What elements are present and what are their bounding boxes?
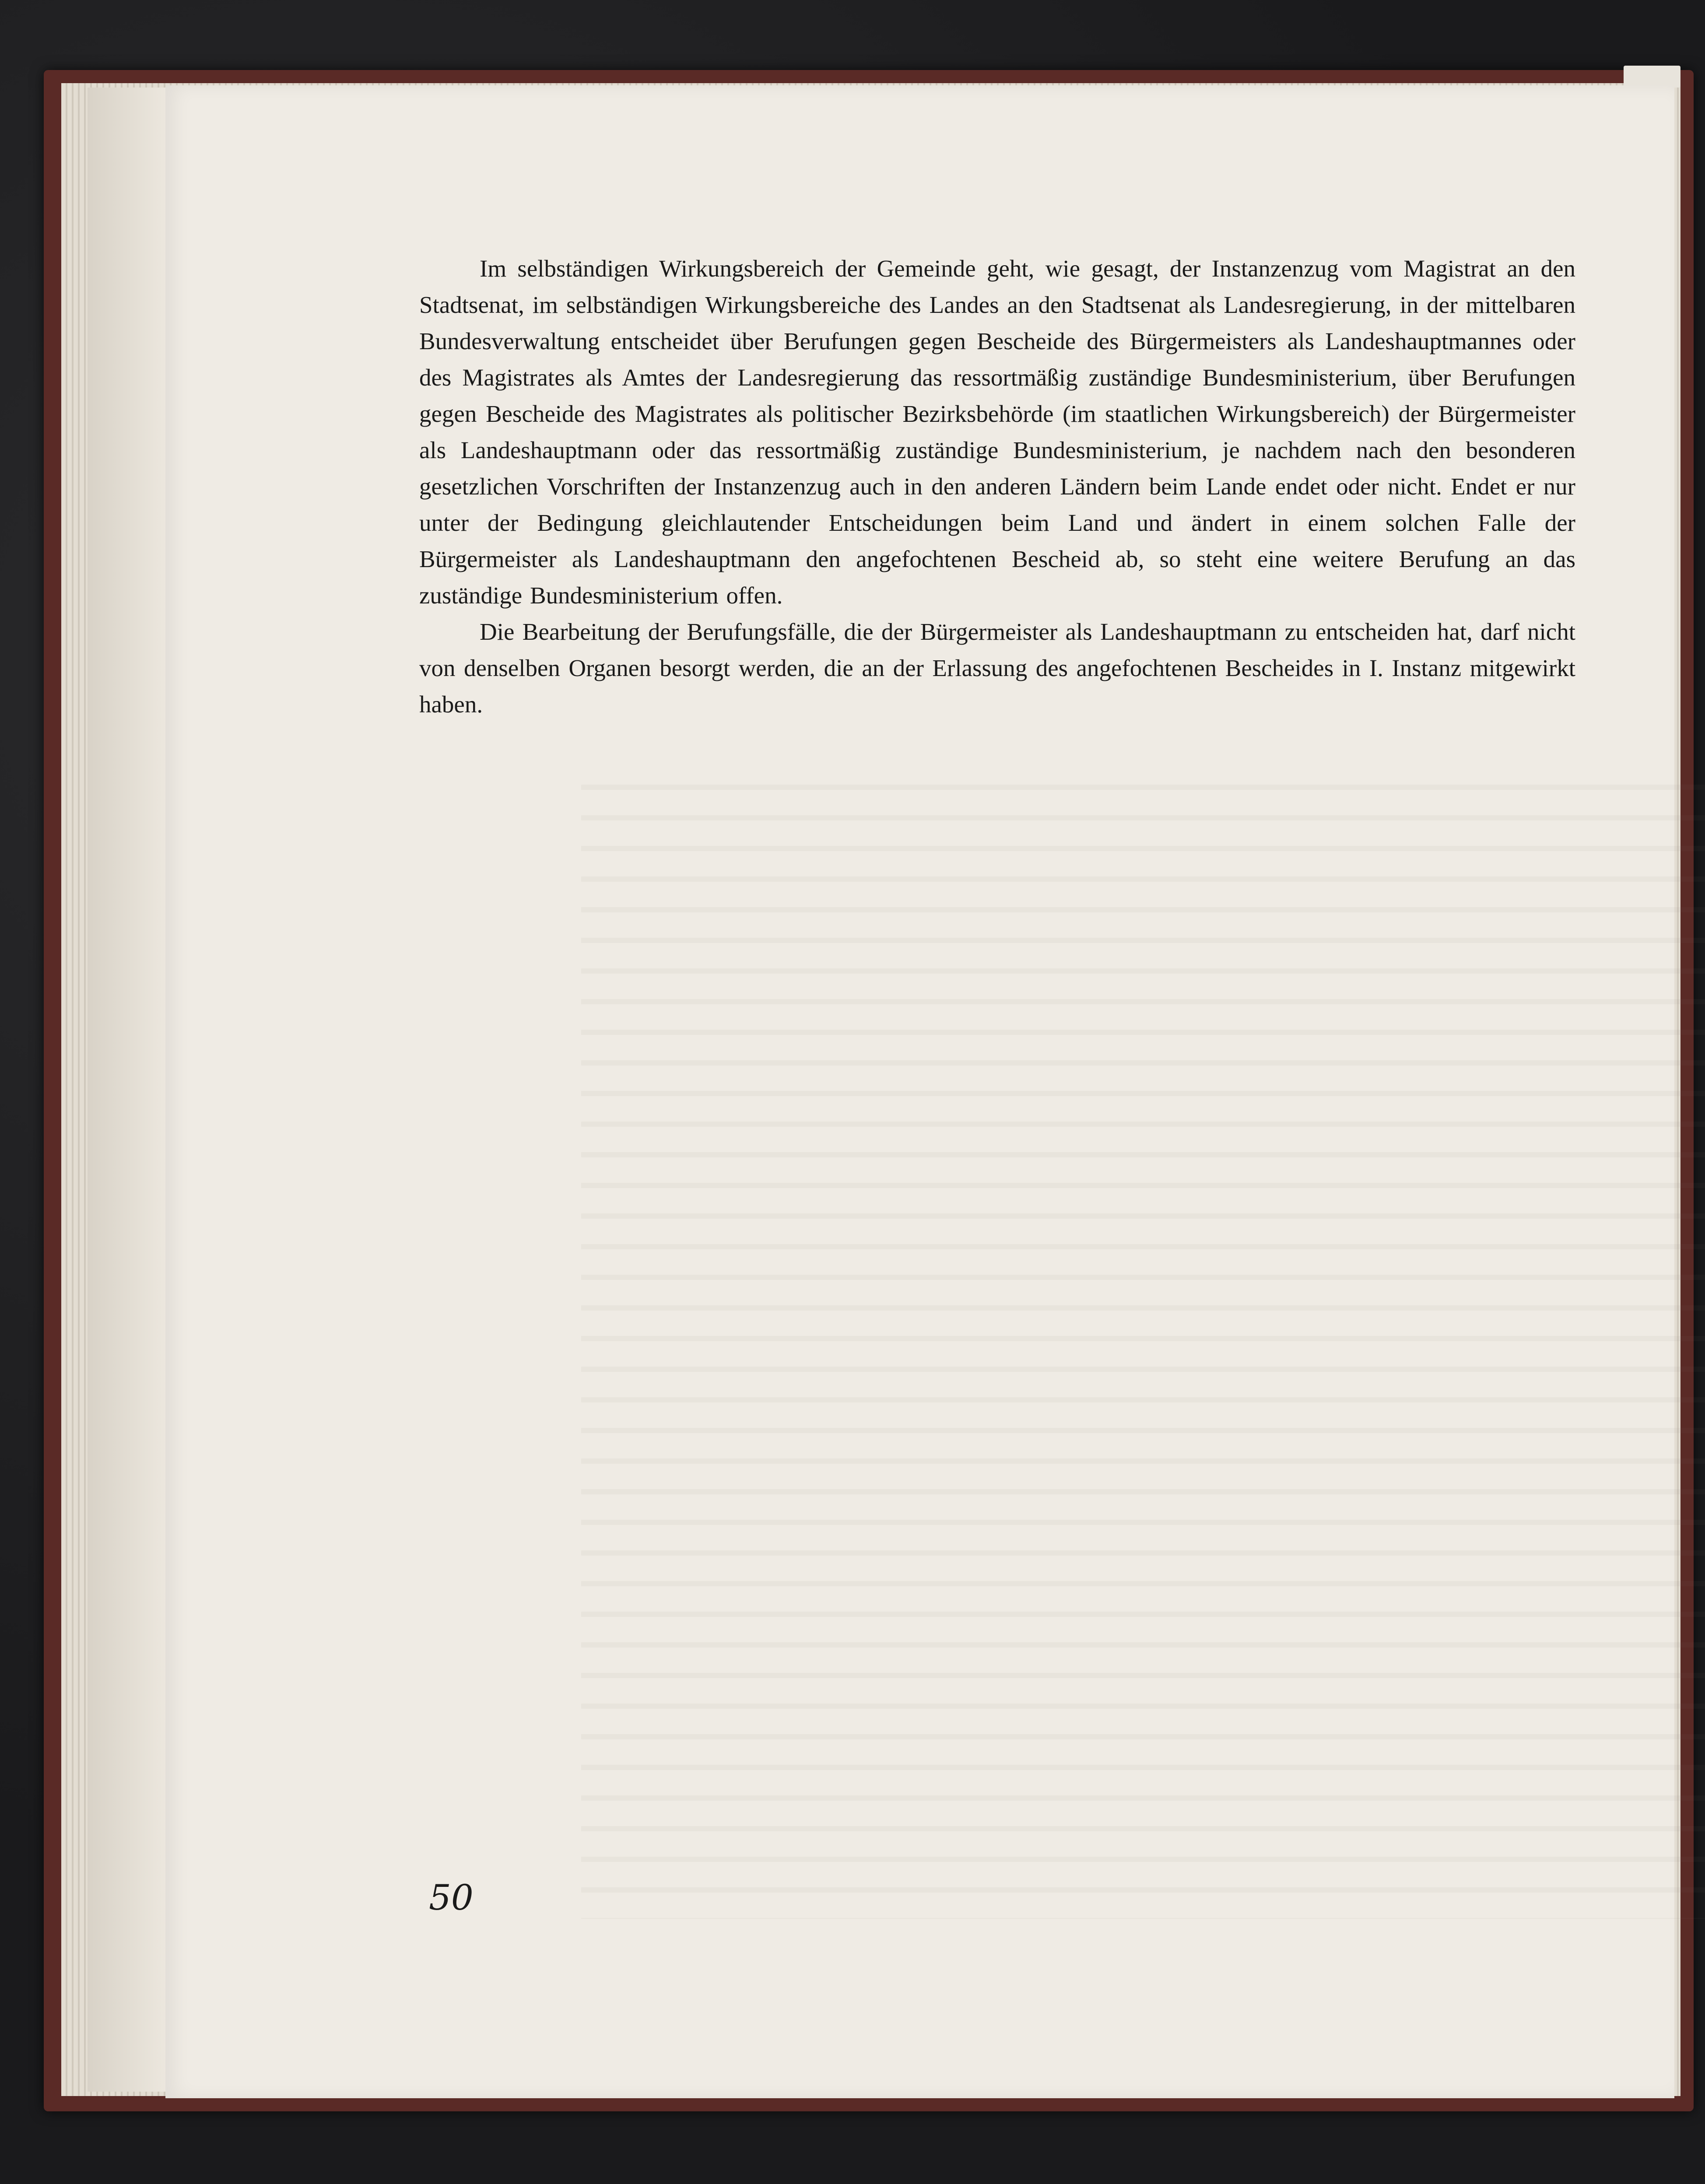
body-text: [419, 250, 1575, 722]
binding-tab: [1624, 66, 1680, 88]
show-through-texture: [581, 759, 1705, 1919]
paragraph-2: Die Bearbeitung der Berufungsfälle, die der Bürgermeister als Landeshauptmann zu entscheiden hat, darf nicht von denselben Organen besorgt werden, die an der Erlassung des angefochtenen Bescheides in I. Instanz mitgewirkt haben.: [419, 618, 1575, 718]
paragraph-1: Im selbständigen Wirkungsbereich der Gemeinde geht, wie gesagt, der Instanzenzug vom Magistrat an den Stadtsenat, im selbständigen Wirkungsbereiche des Landes an den Stadtsenat als Landesregierung, in der mittelbaren Bundesverwaltung entscheidet über Berufungen gegen Bescheide des Bürgermeisters als Landeshauptmannes oder des Magistrates als Amtes der Landesregierung das ressortmäßig zuständige Bundesministerium, über Berufungen gegen Bescheide des Magistrates als politischer Bezirksbehörde (im staatlichen Wirkungsbereich) der Bürgermeister als Landeshauptmann oder das ressortmäßig zuständige Bundesministerium, je nachdem nach den besonderen gesetzlichen Vorschriften der Instanzenzug auch in den anderen Ländern beim Lande endet oder nicht. Endet er nur unter der Bedingung gleichlautender Entscheidungen beim Land und ändert in einem solchen Falle der Bürgermeister als Landeshauptmann den angefochtenen Bescheid ab, so steht eine weitere Berufung an das zuständige Bundesministerium offen.: [419, 255, 1575, 609]
page-stack: [88, 88, 166, 2092]
page-number: 50: [429, 1877, 474, 1918]
